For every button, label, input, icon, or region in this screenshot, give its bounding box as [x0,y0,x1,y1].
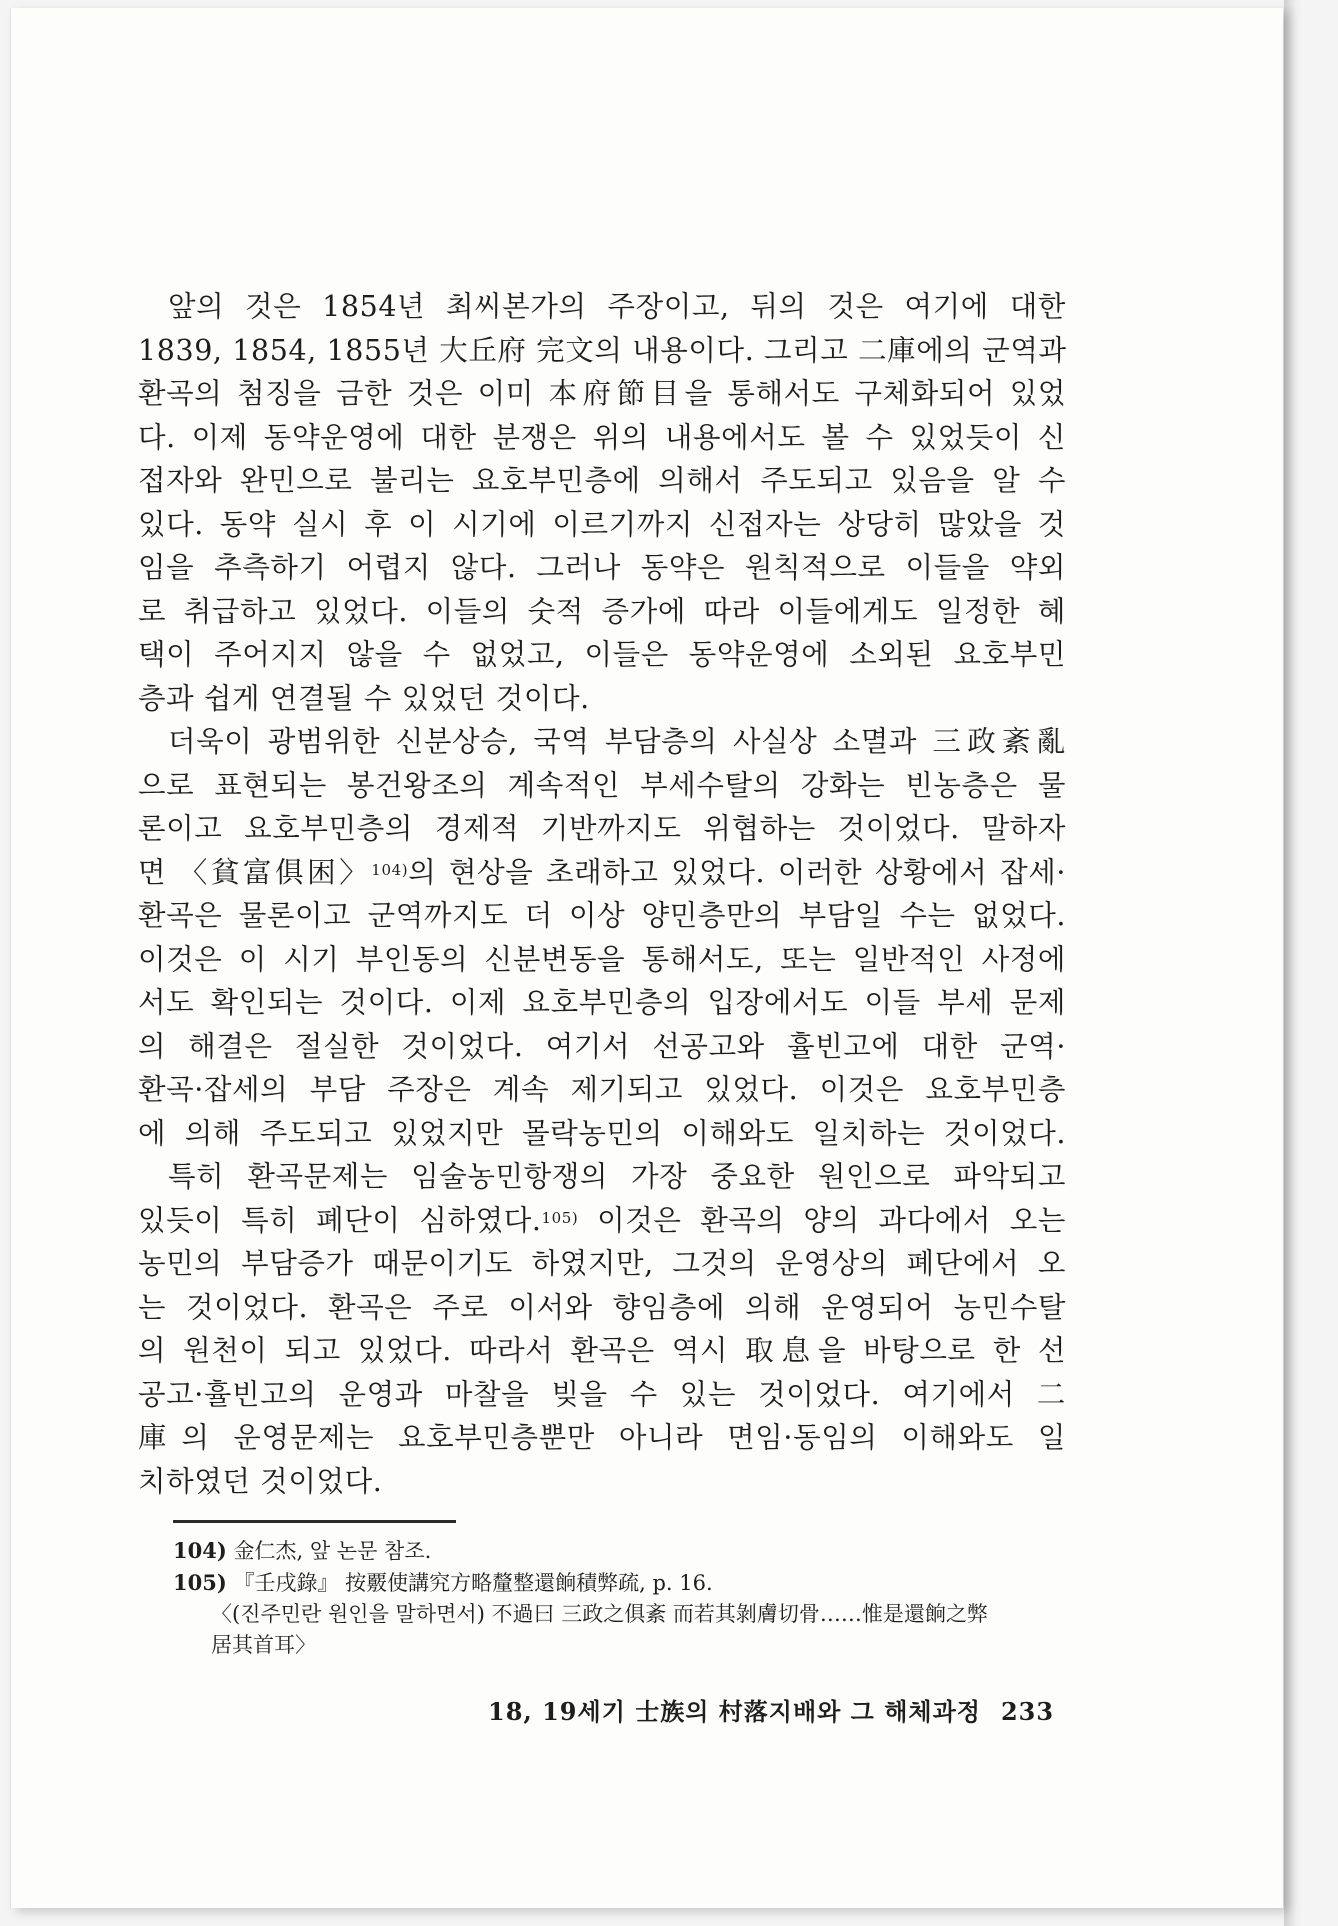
body-line [138,503,1066,547]
body-line [138,285,1066,329]
body-line-text: 공고·휼빈고의 운영과 마찰을 빚을 수 있는 것이었다. 여기에서 二 [138,1377,1066,1411]
body-line-text: 의 원천이 되고 있었다. 따라서 환곡은 역시 取息을 바탕으로 한 선 [138,1334,1066,1367]
footnote-text: 『壬戌錄』 按覈使講究方略釐整還餉積弊疏, p. 16. [233,1571,713,1595]
body-line-text: 1839, 1854, 1855년 大丘府 完文의 내용이다. 그리고 二庫에의 군역과 [138,333,1067,367]
body-line [138,764,1066,808]
body-line [138,894,1066,938]
body-line-text: 론이고 요호부민층의 경제적 기반까지도 위협하는 것이었다. 말하자 [138,812,1066,845]
body-line-text: 다. 이제 동약운영에 대한 분쟁은 위의 내용에서도 볼 수 있었듯이 신 [138,420,1066,454]
body-line [138,633,1066,677]
body-line [138,1286,1066,1330]
body-line-text: 의 해결은 절실한 것이었다. 여기서 선공고와 휼빈고에 대한 군역· [138,1029,1066,1063]
footnote-divider [173,1520,456,1523]
body-line-text: 에 의해 주도되고 있었지만 몰락농민의 이해와도 일치하는 것이었다. [138,1116,1066,1150]
body-line [138,807,1066,851]
body-line-text: 이것은 이 시기 부인동의 신분변동을 통해서도, 또는 일반적인 사정에 [138,942,1066,976]
body-line [138,372,1066,416]
body-line [138,1025,1066,1069]
body-line [138,1329,1066,1373]
body-line-text: 서도 확인되는 것이다. 이제 요호부민층의 입장에서도 이들 부세 문제 [138,986,1066,1019]
body-line [138,1112,1066,1156]
body-line-text: 환곡·잡세의 부담 주장은 계속 제기되고 있었다. 이것은 요호부민층 [138,1073,1066,1106]
body-line [138,1373,1066,1417]
footnote-text: 居其首耳〉 [211,1633,316,1657]
footnote-text: 金仁杰, 앞 논문 참조. [233,1539,432,1563]
body-line [138,981,1066,1025]
body-line-text-continued: 의 현상을 초래하고 있었다. 이러한 상황에서 잡세· [408,855,1066,889]
footnote-reference[interactable]: 104) [371,860,409,879]
running-footer-title: 18, 19세기 士族의 村落지배와 그 해체과정 [488,1697,981,1726]
running-footer [488,1692,1054,1727]
body-line-text: 는 것이었다. 환곡은 주로 이서와 향임층에 의해 운영되어 농민수탈 [138,1290,1066,1324]
body-line-text: 으로 표현되는 봉건왕조의 계속적인 부세수탈의 강화는 빈농층은 물 [138,768,1066,802]
body-line [138,1199,1066,1243]
body-line [138,1242,1066,1286]
body-line-text: 접자와 완민으로 불리는 요호부민층에 의해서 주도되고 있음을 알 수 [138,464,1066,497]
footnote [173,1599,1053,1630]
body-line-text: 농민의 부담증가 때문이기도 하였지만, 그것의 운영상의 폐단에서 오 [138,1247,1066,1280]
body-line-text: 층과 쉽게 연결될 수 있었던 것이다. [138,681,590,715]
body-line-text: 임을 추측하기 어렵지 않다. 그러나 동약은 원칙적으로 이들을 약외 [138,551,1066,584]
body-line-text: 있듯이 특히 폐단이 심하였다. [138,1203,542,1237]
body-line-text: 환곡의 첨징을 금한 것은 이미 本府節目을 통해서도 구체화되어 있었 [138,377,1066,410]
body-line [138,677,1066,721]
body-line [138,938,1066,982]
footnote [173,1567,1053,1599]
body-line-text: 庫의 운영문제는 요호부민층뿐만 아니라 면임·동임의 이해와도 일 [138,1421,1066,1454]
body-line-text: 로 취급하고 있었다. 이들의 숫적 증가에 따라 이들에게도 일정한 혜 [138,594,1066,628]
body-line [138,416,1066,460]
footnote [173,1630,1053,1661]
body-line [138,1416,1066,1460]
body-line-text: 택이 주어지지 않을 수 없었고, 이들은 동약운영에 소외된 요호부민 [138,638,1066,671]
body-line [138,329,1066,373]
body-line-text: 더욱이 광범위한 신분상승, 국역 부담층의 사실상 소멸과 三政紊亂 [168,725,1066,758]
body-line [138,1460,1066,1504]
body-line [138,720,1066,764]
footnote-number: 105) [173,1570,227,1595]
body-line-text: 환곡은 물론이고 군역까지도 더 이상 양민층만의 부담일 수는 없었다. [138,899,1066,932]
body-line [138,1155,1066,1199]
body-line-text-continued: 이것은 환곡의 양의 과다에서 오는 [578,1203,1066,1237]
body-line-text: 면 〈貧富俱困〉 [138,855,372,889]
body-line [138,459,1066,503]
body-line-text: 앞의 것은 1854년 최씨본가의 주장이고, 뒤의 것은 여기에 대한 [168,290,1066,323]
page-number: 233 [1000,1697,1055,1726]
page-edge-shadow [1284,0,1304,1926]
body-line [138,851,1066,895]
body-line [138,1068,1066,1112]
footnote-number: 104) [173,1538,227,1563]
body-line-text: 있다. 동약 실시 후 이 시기에 이르기까지 신접자는 상당히 많았을 것 [138,507,1066,541]
footnote-reference[interactable]: 105) [541,1208,579,1227]
body-line-text: 치하였던 것이었다. [138,1464,383,1498]
body-line [138,546,1066,590]
body-line-text: 특히 환곡문제는 임술농민항쟁의 가장 중요한 원인으로 파악되고 [168,1160,1066,1193]
body-text [138,285,1066,1503]
footnote [173,1535,1053,1567]
footnote-text: 〈(진주민란 원인을 말하면서) 不過曰 三政之俱紊 而若其剝膚切骨……惟是還餉之弊 [211,1602,988,1626]
body-line [138,590,1066,634]
footnotes [173,1535,1053,1661]
